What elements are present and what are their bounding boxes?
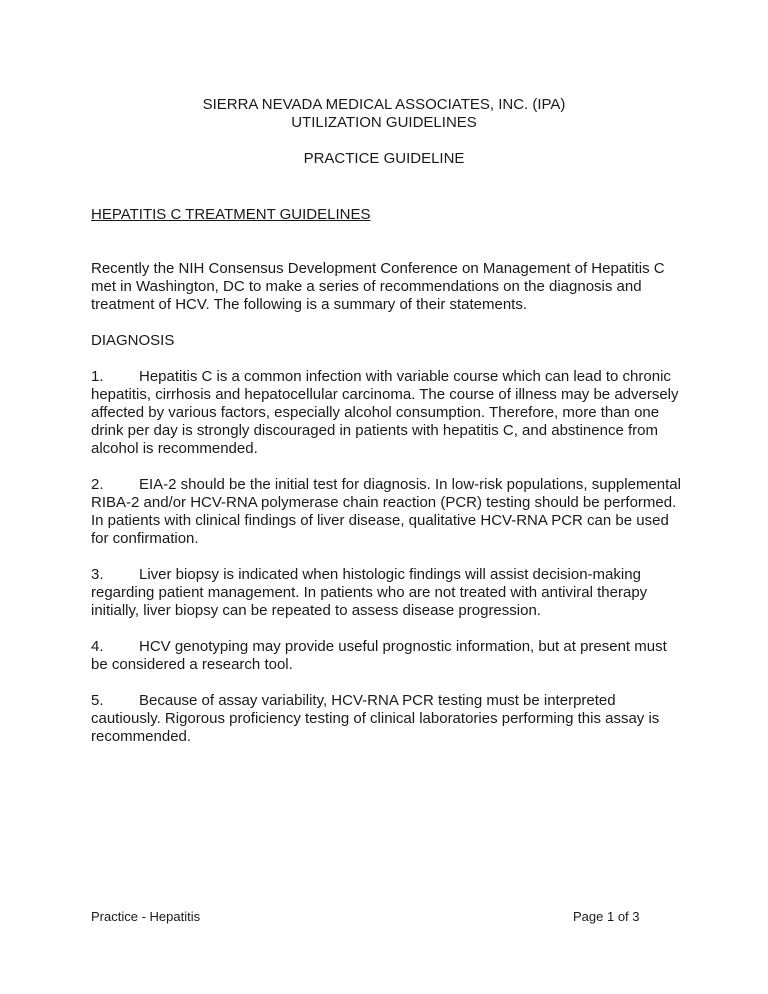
item-number: 1. — [91, 368, 104, 385]
list-item — [91, 566, 683, 620]
intro-paragraph: Recently the NIH Consensus Development Conference on Management of Hepatitis C met in Washington, DC to make a series of recommendations on the diagnosis and treatment of HCV. The following is a summary of their statements. — [91, 260, 665, 313]
item-number: 3. — [91, 566, 104, 583]
list-item — [91, 476, 683, 548]
item-text: Because of assay variability, HCV-RNA PCR testing must be interpreted cautiously. Rigorous proficiency testing of clinical laboratories performing this assay is recommended. — [91, 692, 660, 745]
list-item — [91, 692, 683, 746]
item-number: 5. — [91, 692, 104, 709]
item-text: Liver biopsy is indicated when histologic findings will assist decision-making regarding patient management. In patients who are not treated with antiviral therapy initially, liver biopsy can be repeated to assess disease progression. — [91, 566, 648, 619]
item-number: 4. — [91, 638, 104, 655]
document-subtitle: UTILIZATION GUIDELINES — [291, 114, 477, 131]
document-title: HEPATITIS C TREATMENT GUIDELINES — [91, 206, 371, 223]
footer-page-number: Page 1 of 3 — [573, 909, 640, 924]
list-item — [91, 368, 683, 458]
section-heading: DIAGNOSIS — [91, 332, 175, 349]
item-number: 2. — [91, 476, 104, 493]
org-name: SIERRA NEVADA MEDICAL ASSOCIATES, INC. (IPA) — [202, 96, 566, 113]
list-item — [91, 638, 683, 674]
item-text: EIA-2 should be the initial test for diagnosis. In low-risk populations, supplemental RIBA-2 and/or HCV-RNA polymerase chain reaction (PCR) testing should be performed. In patients with clinical findings of liver disease, qualitative HCV-RNA PCR can be used for confirmation. — [91, 476, 681, 547]
footer-document-name: Practice - Hepatitis — [91, 909, 201, 924]
item-text: Hepatitis C is a common infection with variable course which can lead to chronic hepatitis, cirrhosis and hepatocellular carcinoma. The course of illness may be adversely affected by various factors, especially alcohol consumption. Therefore, more than one drink per day is strongly discouraged in patients with hepatitis C, and abstinence from alcohol is recommended. — [91, 368, 679, 457]
item-text: HCV genotyping may provide useful prognostic information, but at present must be considered a research tool. — [91, 638, 667, 673]
document-type: PRACTICE GUIDELINE — [303, 150, 465, 167]
